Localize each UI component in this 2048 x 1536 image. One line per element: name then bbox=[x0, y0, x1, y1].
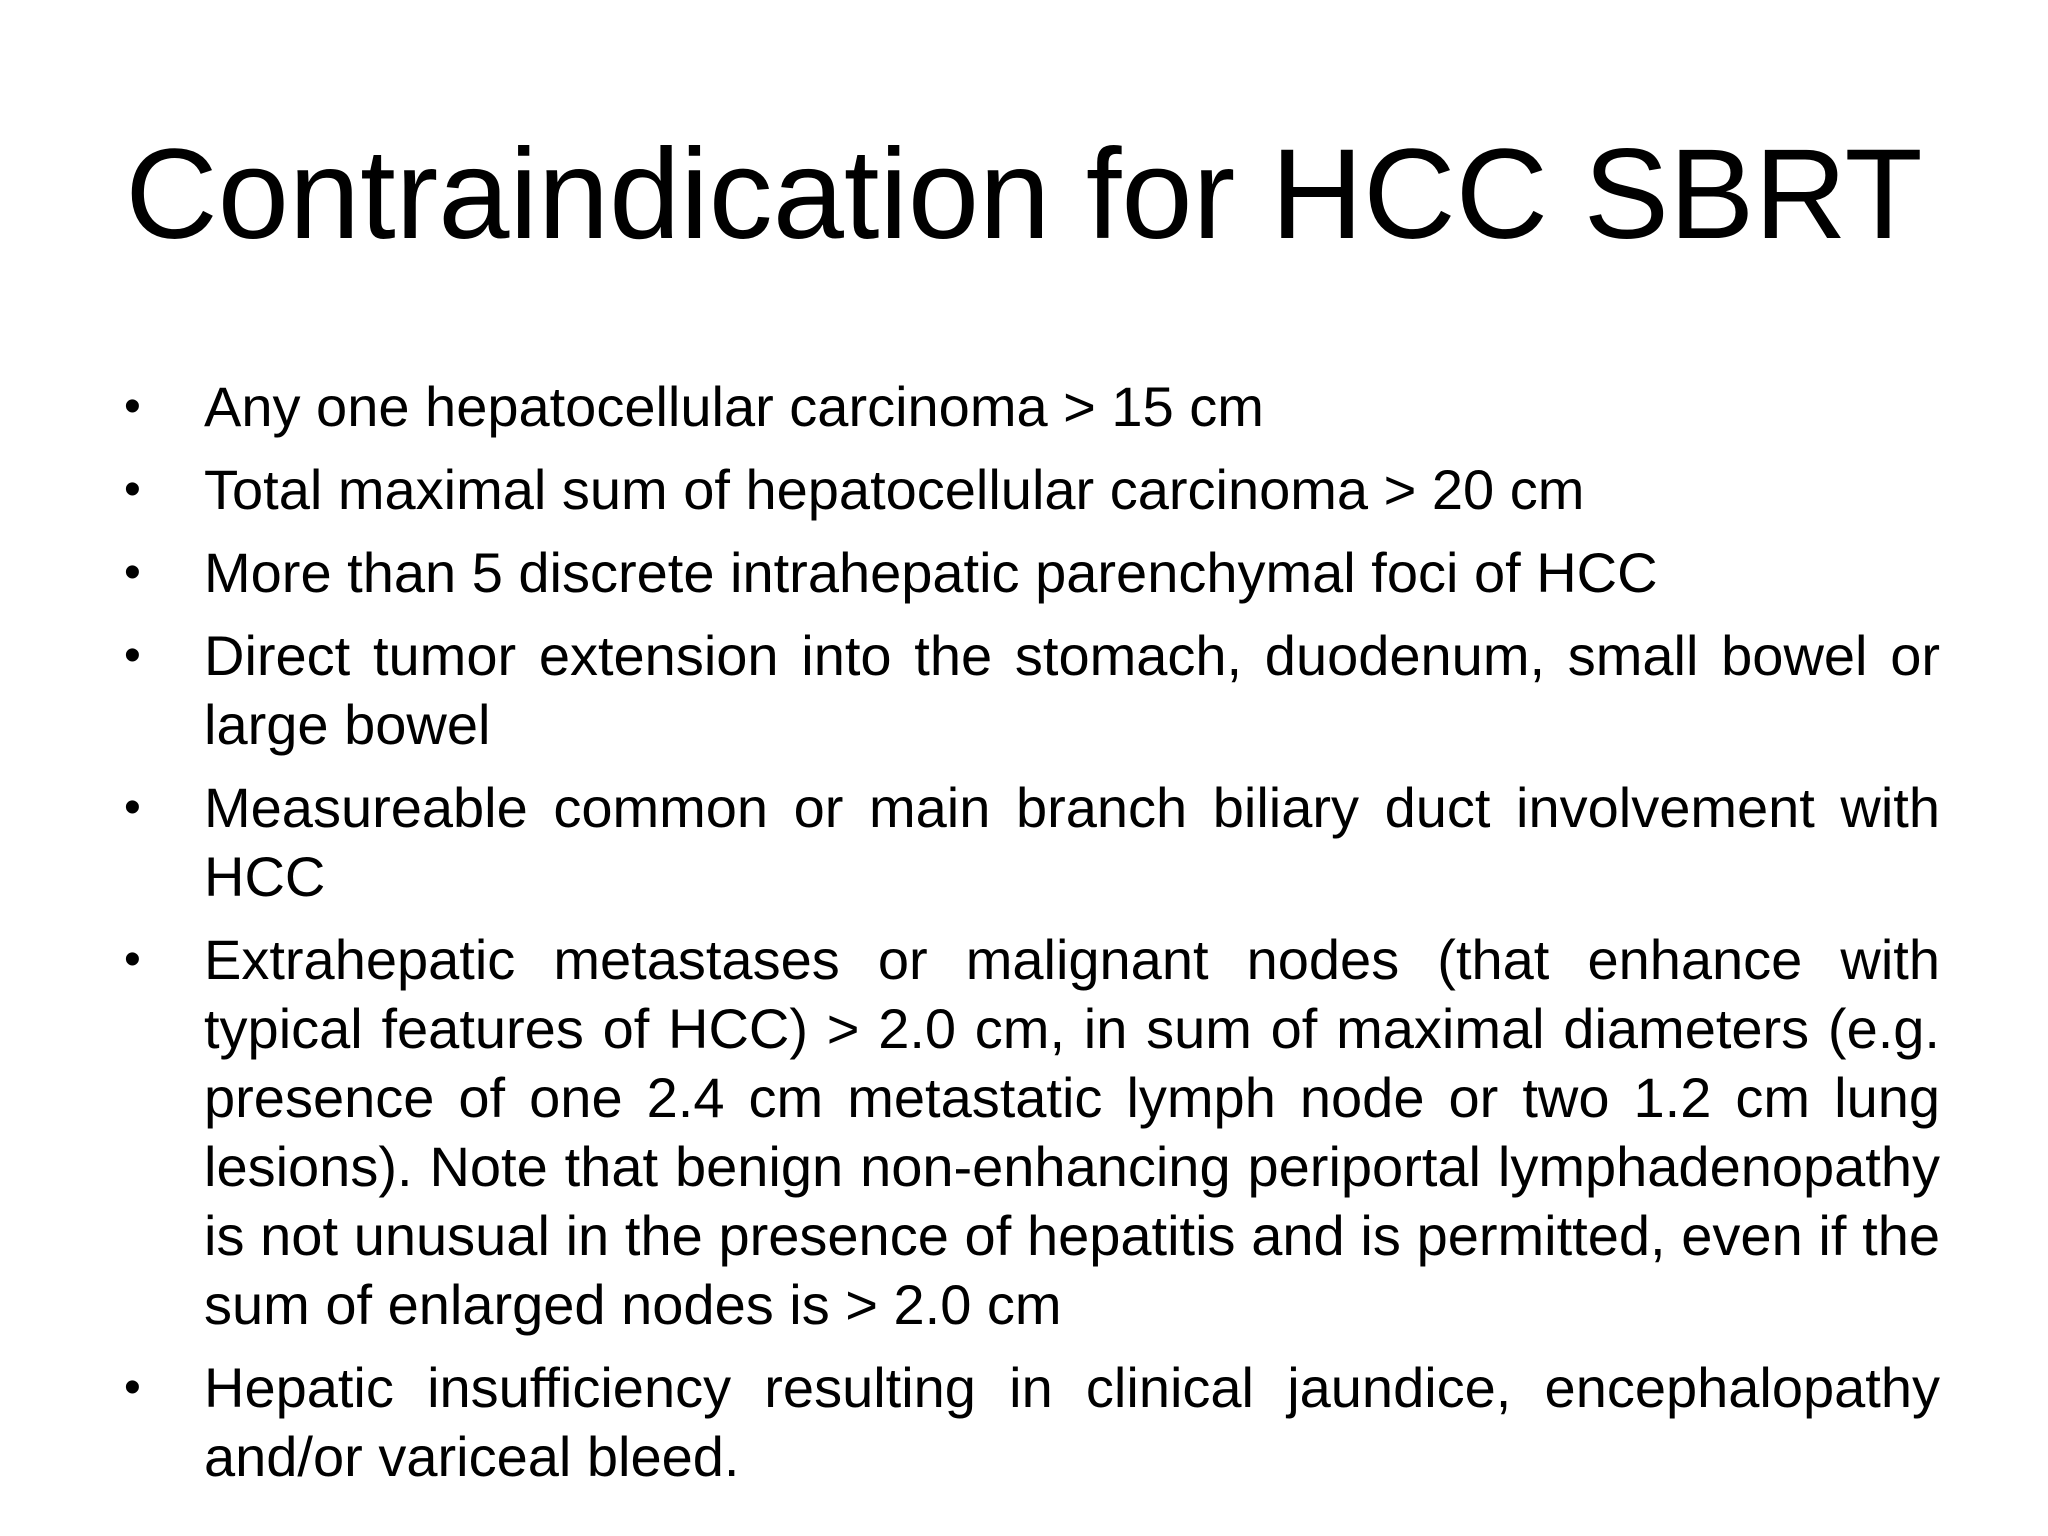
bullet-icon: • bbox=[124, 380, 141, 433]
bullet-icon: • bbox=[124, 933, 141, 986]
bullet-text: Measureable common or main branch biliary duct involvement with HCC bbox=[204, 776, 1940, 908]
bullet-list bbox=[120, 372, 1940, 1505]
bullet-icon: • bbox=[124, 1361, 141, 1414]
bullet-item bbox=[120, 925, 1940, 1339]
bullet-item bbox=[120, 538, 1940, 607]
bullet-text: Total maximal sum of hepatocellular carcinoma > 20 cm bbox=[204, 458, 1585, 521]
bullet-text: More than 5 discrete intrahepatic parenchymal foci of HCC bbox=[204, 541, 1658, 604]
slide-title: Contraindication for HCC SBRT bbox=[125, 123, 1923, 266]
bullet-item bbox=[120, 1353, 1940, 1491]
bullet-item bbox=[120, 455, 1940, 524]
bullet-text: Any one hepatocellular carcinoma > 15 cm bbox=[204, 375, 1264, 438]
bullet-icon: • bbox=[124, 629, 141, 682]
bullet-item bbox=[120, 621, 1940, 759]
bullet-item bbox=[120, 773, 1940, 911]
bullet-icon: • bbox=[124, 781, 141, 834]
bullet-item bbox=[120, 372, 1940, 441]
bullet-text: Direct tumor extension into the stomach, duodenum, small bowel or large bowel bbox=[204, 624, 1940, 756]
bullet-text: Hepatic insufficiency resulting in clinical jaundice, encephalopathy and/or variceal bleed. bbox=[204, 1356, 1940, 1488]
bullet-icon: • bbox=[124, 463, 141, 516]
bullet-text: Extrahepatic metastases or malignant nodes (that enhance with typical features of HCC) > 2.0 cm, in sum of maximal diameters (e.g. presence of one 2.4 cm metastatic lymph node or two 1.2 cm lung lesions). Note that benign non-enhancing periportal lymphadenopathy is not unusual in the presence of hepatitis and is permitted, even if the sum of enlarged nodes is > 2.0 cm bbox=[204, 928, 1940, 1336]
bullet-icon: • bbox=[124, 546, 141, 599]
